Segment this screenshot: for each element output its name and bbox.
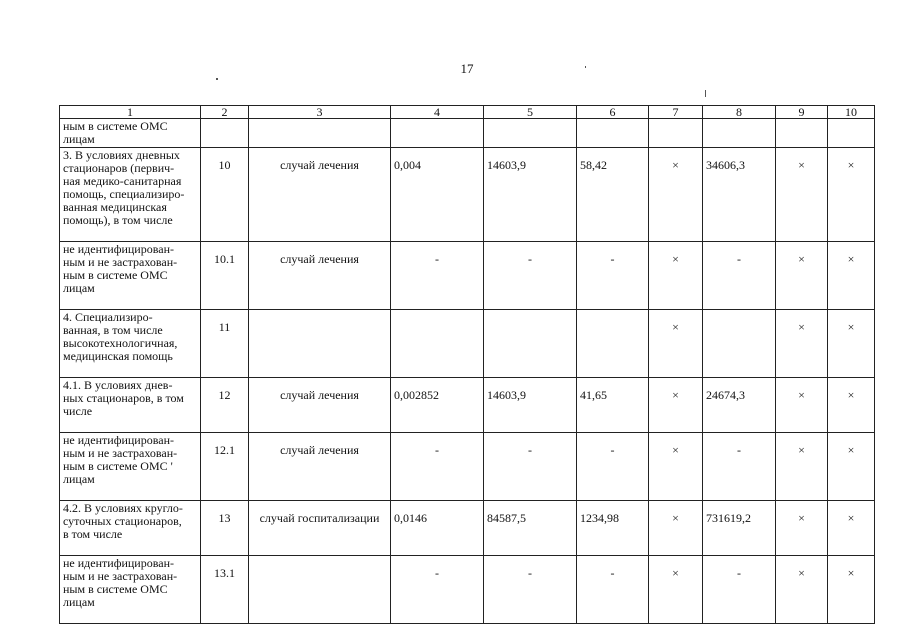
value-cell: 34606,3 [703,148,776,242]
row-code: 11 [201,310,249,378]
row-label-line: не идентифицирован- [63,242,174,256]
row-label-line: в том числе [63,527,123,541]
row-label-line: ная медико-санитарная [63,174,182,188]
table-row [60,433,875,501]
cross-cell: × [828,433,875,501]
table-row [60,378,875,433]
row-label [60,433,201,501]
row-code: 13.1 [201,556,249,624]
header-cell: 7 [649,106,703,119]
row-label-line: не идентифицирован- [63,433,174,447]
table-cell [649,119,703,148]
cross-cell: × [828,148,875,242]
value-cell [577,310,649,378]
table-row [60,119,875,148]
table-row [60,556,875,624]
row-label-line: лицам [63,281,95,295]
cross-cell: × [776,433,828,501]
dash-cell: - [577,242,649,310]
value-cell: 0,002852 [391,378,484,433]
cross-cell: × [649,148,703,242]
unit-cell: случай лечения [249,148,391,242]
row-label-line: не идентифицирован- [63,556,174,570]
value-cell: 0,0146 [391,501,484,556]
row-label-line: ным в системе ОМС [63,268,168,282]
row-label [60,501,201,556]
row-label-line: 4. Специализиро- [63,310,153,324]
scan-speck [216,78,218,80]
row-label-line: ным в системе ОМС ' [63,459,173,473]
cross-cell: × [828,242,875,310]
cross-cell: × [649,242,703,310]
row-label-line: стационаров (первич- [63,161,175,175]
unit-cell: случай лечения [249,242,391,310]
dash-cell: - [484,433,577,501]
cross-cell: × [649,433,703,501]
row-label-line: лицам [63,472,95,486]
row-label-line: ным и не застрахован- [63,569,178,583]
row-label-line: лицам [63,132,95,146]
header-cell: 3 [249,106,391,119]
value-cell: 14603,9 [484,148,577,242]
table-row [60,501,875,556]
row-label-line: ным и не застрахован- [63,446,178,460]
value-cell: 84587,5 [484,501,577,556]
header-cell: 5 [484,106,577,119]
data-table [59,105,875,624]
row-label-line: высокотехнологичная, [63,336,178,350]
row-label-line: 4.2. В условиях кругло- [63,501,183,515]
row-label-line: ным в системе ОМС [63,119,168,133]
cross-cell: × [776,148,828,242]
header-cell: 9 [776,106,828,119]
row-code: 12 [201,378,249,433]
unit-cell [249,310,391,378]
scan-speck [705,90,706,97]
row-label-line: числе [63,404,93,418]
row-label-line: 3. В условиях дневных [63,148,180,162]
value-cell: 58,42 [577,148,649,242]
table-cell [484,119,577,148]
dash-cell: - [577,433,649,501]
table-cell [776,119,828,148]
table-cell [391,119,484,148]
row-label [60,119,201,148]
cross-cell: × [649,501,703,556]
row-code: 10.1 [201,242,249,310]
header-cell: 4 [391,106,484,119]
table-row [60,242,875,310]
row-label [60,310,201,378]
table-cell [703,119,776,148]
row-label-line: суточных стационаров, [63,514,182,528]
row-label [60,148,201,242]
dash-cell: - [703,556,776,624]
scan-speck [585,66,586,68]
row-label-line: ных стационаров, в том [63,391,184,405]
row-code: 13 [201,501,249,556]
cross-cell: × [776,310,828,378]
row-code: 10 [201,148,249,242]
row-label [60,242,201,310]
row-label [60,556,201,624]
header-cell: 6 [577,106,649,119]
row-label [60,378,201,433]
cross-cell: × [828,556,875,624]
header-cell: 8 [703,106,776,119]
unit-cell: случай лечения [249,378,391,433]
cross-cell: × [649,378,703,433]
table-row [60,148,875,242]
table-row [60,310,875,378]
dash-cell: - [484,556,577,624]
row-code: 12.1 [201,433,249,501]
dash-cell: - [391,556,484,624]
cross-cell: × [776,501,828,556]
table-header-row [60,106,875,119]
row-label-line: лицам [63,595,95,609]
row-label-line: ным в системе ОМС [63,582,168,596]
row-label-line: 4.1. В условиях днев- [63,378,173,392]
row-label-line: ванная, в том числе [63,323,163,337]
cross-cell: × [776,378,828,433]
header-cell: 10 [828,106,875,119]
value-cell: 14603,9 [484,378,577,433]
value-cell: 1234,98 [577,501,649,556]
value-cell: 0,004 [391,148,484,242]
cross-cell: × [828,310,875,378]
row-label-line: ным и не застрахован- [63,255,178,269]
table-cell [249,119,391,148]
dash-cell: - [391,242,484,310]
dash-cell: - [703,242,776,310]
table-cell [577,119,649,148]
value-cell [484,310,577,378]
cross-cell: × [776,242,828,310]
cross-cell: × [828,378,875,433]
cross-cell: × [649,556,703,624]
unit-cell [249,556,391,624]
value-cell: 41,65 [577,378,649,433]
cross-cell: × [776,556,828,624]
dash-cell: - [703,433,776,501]
header-cell: 2 [201,106,249,119]
row-label-line: ванная медицинская [63,200,167,214]
dash-cell: - [577,556,649,624]
value-cell [703,310,776,378]
row-label-line: помощь, специализиро- [63,187,185,201]
row-label-line: медицинская помощь [63,349,173,363]
unit-cell: случай лечения [249,433,391,501]
header-cell: 1 [60,106,201,119]
value-cell [391,310,484,378]
unit-cell: случай госпитализации [249,501,391,556]
dash-cell: - [484,242,577,310]
value-cell: 731619,2 [703,501,776,556]
dash-cell: - [391,433,484,501]
value-cell: 24674,3 [703,378,776,433]
row-label-line: помощь), в том числе [63,213,173,227]
table-cell [201,119,249,148]
cross-cell: × [649,310,703,378]
page-number: 17 [460,61,474,76]
cross-cell: × [828,501,875,556]
table-cell [828,119,875,148]
